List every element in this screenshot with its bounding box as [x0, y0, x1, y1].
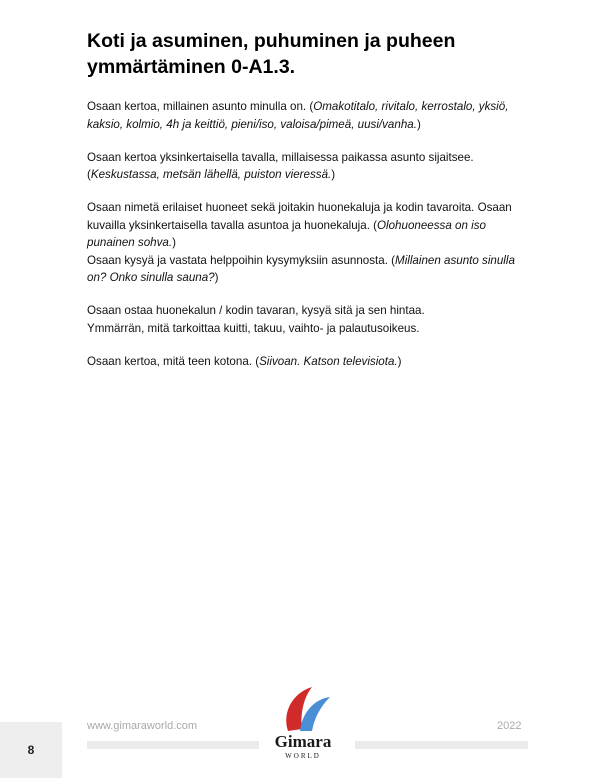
text-line	[87, 353, 527, 371]
statement-text: Osaan kertoa, mitä teen kotona. (	[87, 354, 260, 368]
footer-year: 2022	[497, 720, 522, 732]
page-title-line-1: Koti ja asuminen, puhuminen ja puheen	[87, 30, 456, 52]
statement-text: Osaan kysyä ja vastata helppoihin kysymyksiin asunnosta. (	[87, 253, 396, 267]
gimara-logo-icon	[268, 683, 338, 735]
text-line	[87, 234, 527, 252]
page-number: 8	[27, 743, 35, 757]
statement-text: )	[331, 168, 336, 181]
text-line	[87, 98, 527, 116]
paragraph	[87, 353, 527, 371]
statement-text: (	[87, 168, 91, 181]
example-text: Keskustassa, metsän lähellä, puiston vieressä.	[90, 168, 332, 181]
footer-bar-right	[355, 741, 528, 749]
text-line	[87, 166, 527, 184]
text-line	[87, 217, 527, 235]
page-number-box	[0, 722, 62, 778]
footer-url: www.gimaraworld.com	[87, 720, 198, 732]
footer-bar-left	[87, 741, 259, 749]
gimara-logo	[268, 683, 338, 778]
example-text: Olohuoneessa on iso	[377, 218, 486, 232]
paragraph	[87, 98, 527, 133]
statement-text: Osaan kertoa, millainen asunto minulla on. (	[87, 100, 314, 113]
logo-subtitle: WORLD	[285, 752, 321, 760]
text-line	[87, 199, 527, 217]
text-line	[87, 149, 527, 167]
statement-text: Ymmärrän, mitä tarkoittaa kuitti, takuu, vaihto- ja palautusoikeus.	[87, 321, 420, 335]
page-title	[87, 28, 527, 80]
text-line	[87, 116, 527, 134]
statement-text: Osaan nimetä erilaiset huoneet sekä joitakin huonekaluja ja kodin tavaroita. Osaan	[87, 201, 512, 214]
statement-text: )	[416, 117, 421, 131]
example-text: Siivoan. Katson televisiota.	[259, 354, 398, 368]
text-line	[87, 320, 527, 338]
body-text	[87, 98, 527, 386]
paragraph	[87, 302, 527, 337]
statement-text: )	[397, 354, 402, 368]
example-text: Omakotitalo, rivitalo, kerrostalo, yksiö,	[313, 100, 509, 113]
text-line	[87, 252, 527, 270]
page-title-line-2: ymmärtäminen 0-A1.3.	[87, 56, 296, 78]
statement-text: Osaan ostaa huonekalun / kodin tavaran, kysyä sitä ja sen hintaa.	[87, 304, 425, 317]
example-text: on? Onko sinulla sauna?	[87, 271, 215, 284]
example-text: Millainen asunto sinulla	[395, 253, 515, 267]
paragraph	[87, 199, 527, 287]
logo-wordmark: Gimara	[274, 732, 332, 751]
example-text: punainen sohva.	[87, 236, 173, 249]
statement-text: )	[214, 271, 219, 284]
text-line	[87, 302, 527, 320]
statement-text: )	[172, 236, 176, 249]
text-line	[87, 269, 527, 287]
statement-text: kuvailla yksinkertaisella tavalla asuntoa ja huonekaluja. (	[87, 218, 378, 232]
example-text: kaksio, kolmio, 4h ja keittiö, pieni/iso, valoisa/pimeä, uusi/vanha.	[87, 117, 417, 131]
statement-text: Osaan kertoa yksinkertaisella tavalla, millaisessa paikassa asunto sijaitsee.	[87, 150, 474, 164]
paragraph	[87, 149, 527, 184]
